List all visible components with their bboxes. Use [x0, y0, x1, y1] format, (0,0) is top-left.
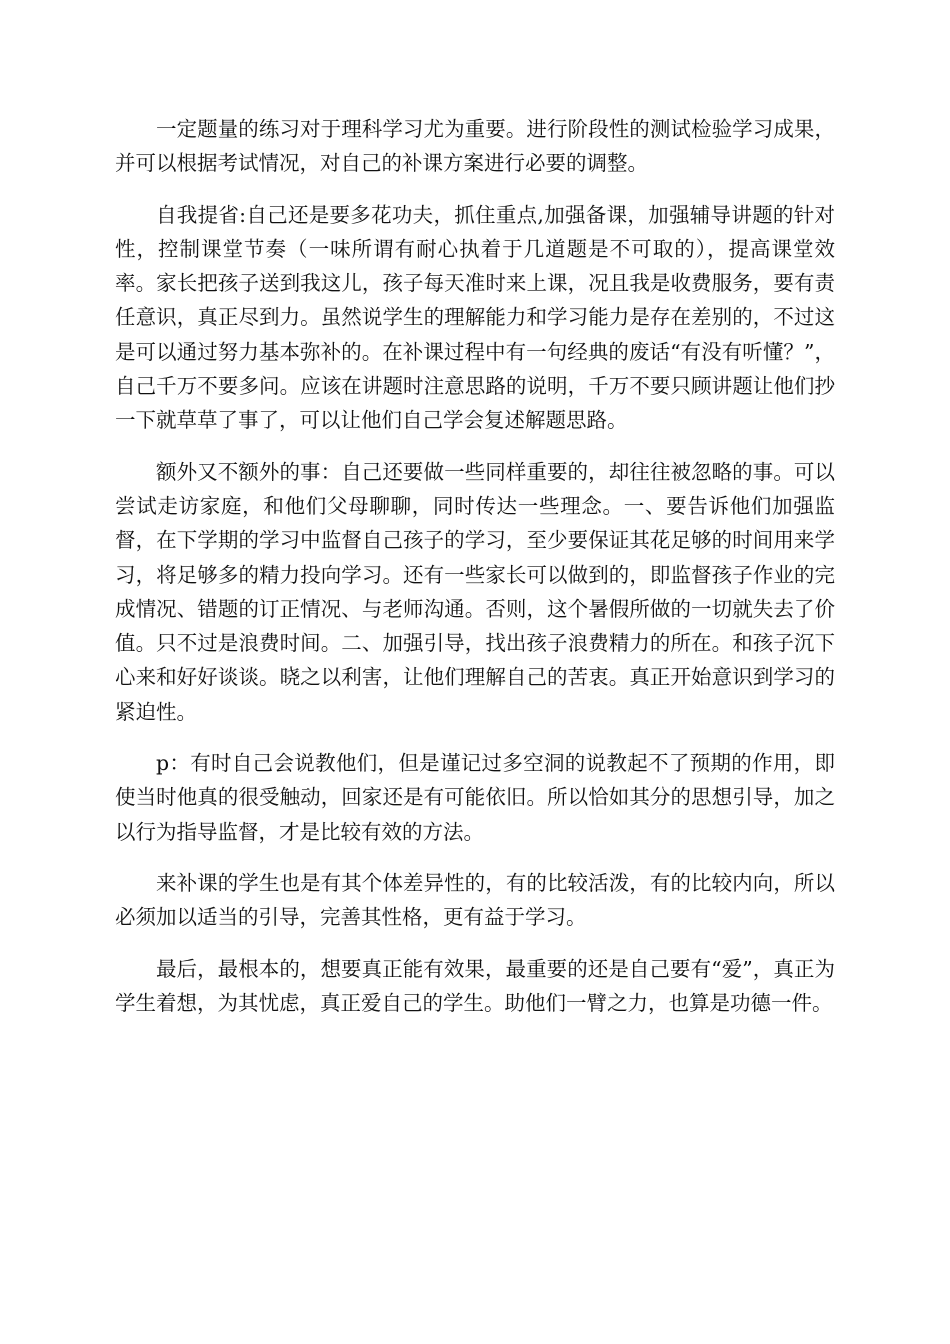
paragraph-preaching-note: p：有时自己会说教他们，但是谨记过多空洞的说教起不了预期的作用，即使当时他真的很受触动，回家还是有可能依旧。所以恰如其分的思想引导，加之以行为指导监督，才是比较有效的方法。 [115, 751, 835, 844]
paragraph-extra-matters: 额外又不额外的事：自己还要做一些同样重要的，却往往被忽略的事。可以尝试走访家庭，和他们父母聊聊，同时传达一些理念。一、要告诉他们加强监督，在下学期的学习中监督自己孩子的学习，至少要保证其花足够的时间用来学习，将足够多的精力投向学习。还有一些家长可以做到的，即监督孩子作业的完成情况、错题的订正情况、与老师沟通。否则，这个暑假所做的一切就失去了价值。只不过是浪费时间。二、加强引导，找出孩子浪费精力的所在。和孩子沉下心来和好好谈谈。晓之以利害，让他们理解自己的苦衷。真正开始意识到学习的紧迫性。 [115, 459, 835, 724]
paragraph-practice: 一定题量的练习对于理科学习尤为重要。进行阶段性的测试检验学习成果，并可以根据考试情况，对自己的补课方案进行必要的调整。 [115, 117, 835, 176]
paragraph-self-reflection: 自我提省:自己还是要多花功夫，抓住重点,加强备课，加强辅导讲题的针对性，控制课堂节奏（一味所谓有耐心执着于几道题是不可取的），提高课堂效率。家长把孩子送到我这儿，孩子每天准时来上课，况且我是收费服务，要有责任意识，真正尽到力。虽然说学生的理解能力和学习能力是存在差别的，不过这是可以通过努力基本弥补的。在补课过程中有一句经典的废话“有没有听懂？”，自己千万不要多问。应该在讲题时注意思路的说明，千万不要只顾讲题让他们抄一下就草草了事了，可以让他们自己学会复述解题思路。 [115, 202, 835, 433]
paragraph-conclusion: 最后，最根本的，想要真正能有效果，最重要的还是自己要有“爱”，真正为学生着想，为其忧虑，真正爱自己的学生。助他们一臂之力，也算是功德一件。 [115, 956, 835, 1015]
document-body [115, 112, 835, 1037]
paragraph-student-differences: 来补课的学生也是有其个体差异性的，有的比较活泼，有的比较内向，所以必须加以适当的引导，完善其性格，更有益于学习。 [115, 870, 835, 930]
